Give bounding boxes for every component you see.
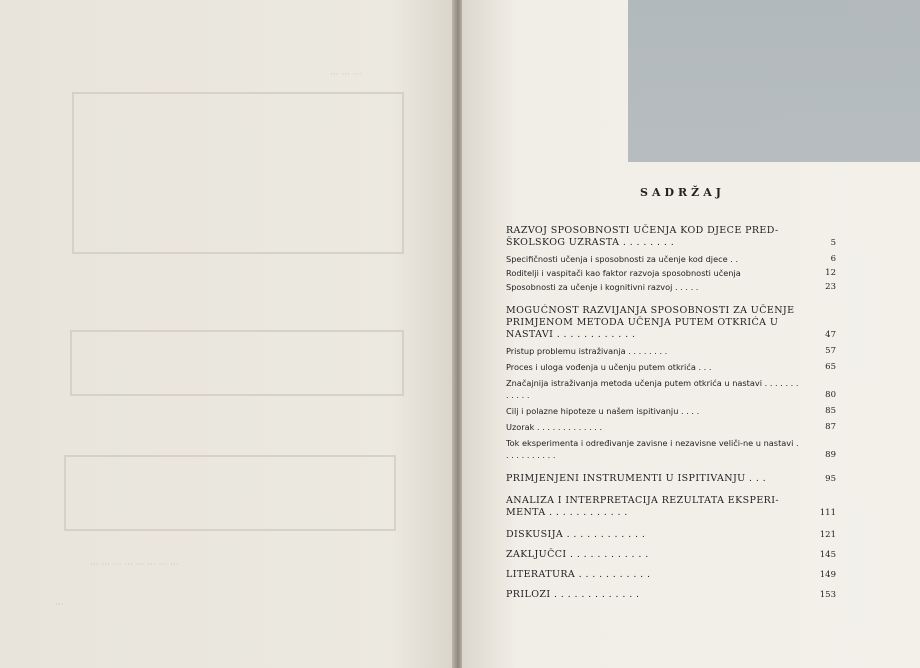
toc-entry-title: RAZVOJ SPOSOBNOSTI UČENJA KOD DJECE PRED-ŠKOLSKOG UZRASTA . . . . . . . . — [506, 225, 779, 248]
toc-entry — [506, 437, 836, 461]
toc-entry-title: Cilj i polazne hipoteze u našem ispitivanju . . . . — [506, 406, 700, 416]
toc-entry — [506, 549, 836, 561]
toc-entry-page: 145 — [819, 550, 836, 560]
toc-entry-title: Pristup problemu istraživanja . . . . . . . . — [506, 346, 668, 356]
bleed-box-3 — [64, 455, 396, 531]
toc-entry-page: 149 — [819, 570, 836, 580]
toc-entry-title: PRILOZI . . . . . . . . . . . . . — [506, 589, 640, 600]
toc-entry — [506, 377, 836, 401]
toc-entry-page: 87 — [825, 422, 836, 432]
toc-entry — [506, 361, 836, 373]
toc-entry — [506, 405, 836, 417]
toc-entry-title: PRIMJENJENI INSTRUMENTI U ISPITIVANJU . . . — [506, 473, 767, 484]
toc-entry-title: Značajnija istraživanja metoda učenja putem otkrića u nastavi . . . . . . . . . . . . — [506, 378, 799, 400]
toc-entry — [506, 569, 836, 581]
toc-entry-title: LITERATURA . . . . . . . . . . . — [506, 569, 651, 580]
toc-entry-page: 5 — [830, 238, 836, 248]
bleed-box-1 — [72, 92, 404, 254]
toc-entry-title: Roditelji i vaspitači kao faktor razvoja sposobnosti učenja — [506, 268, 741, 278]
toc-entry — [506, 267, 836, 279]
toc-entry-page: 111 — [819, 508, 836, 518]
toc-entry — [506, 473, 836, 485]
toc-entry — [506, 529, 836, 541]
bleed-line: ··· ··· ··· — [330, 70, 362, 80]
bleed-line: ··· ··· ··· ··· ··· ··· ··· ··· — [90, 560, 179, 570]
toc-entry — [506, 225, 836, 249]
toc-entry-page: 80 — [825, 390, 836, 400]
toc-entry — [506, 281, 836, 293]
toc-entry-page: 89 — [825, 450, 836, 460]
toc-entry-title: Uzorak . . . . . . . . . . . . . — [506, 422, 603, 432]
toc-entry-title: ZAKLJUČCI . . . . . . . . . . . . — [506, 549, 649, 560]
toc-entry-page: 85 — [825, 406, 836, 416]
toc-entry-title: MOGUĆNOST RAZVIJANJA SPOSOBNOSTI ZA UČENJE PRIMJENOM METODA UČENJA PUTEM OTKRIĆA U NASTAVI . . . . . . . . . . . . — [506, 305, 795, 340]
toc-entry — [506, 305, 836, 341]
toc-entry — [506, 589, 836, 601]
toc-entry-title: Sposobnosti za učenje i kognitivni razvoj . . . . . — [506, 282, 699, 292]
toc-entry-page: 57 — [825, 346, 836, 356]
toc-entry-title: DISKUSIJA . . . . . . . . . . . . — [506, 529, 646, 540]
toc-entry-page: 153 — [819, 590, 836, 600]
toc-entry-page: 47 — [825, 330, 836, 340]
page-title: SADRŽAJ — [640, 186, 725, 199]
bleed-box-2 — [70, 330, 404, 396]
left-page-bleedthrough — [0, 0, 458, 668]
toc-entry-page: 12 — [825, 268, 836, 278]
table-of-contents — [506, 221, 836, 601]
toc-entry — [506, 495, 836, 519]
toc-entry-page: 121 — [819, 530, 836, 540]
bleed-line: ··· — [55, 600, 64, 610]
toc-entry-title: Proces i uloga vođenja u učenju putem otkrića . . . — [506, 362, 712, 372]
toc-entry-page: 65 — [825, 362, 836, 372]
toc-entry-page: 6 — [830, 254, 836, 264]
toc-entry-title: Tok eksperimenta i određivanje zavisne i nezavisne veliči-ne u nastavi . . . . . . . . . . . — [506, 438, 799, 460]
toc-entry-page: 95 — [825, 474, 836, 484]
gray-scan-block — [628, 0, 920, 162]
toc-entry-title: Specifičnosti učenja i sposobnosti za učenje kod djece . . — [506, 254, 739, 264]
toc-entry-title: ANALIZA I INTERPRETACIJA REZULTATA EKSPERI-MENTA . . . . . . . . . . . . — [506, 495, 779, 518]
toc-entry — [506, 421, 836, 433]
toc-entry-page: 23 — [825, 282, 836, 292]
toc-entry — [506, 253, 836, 265]
toc-entry — [506, 345, 836, 357]
